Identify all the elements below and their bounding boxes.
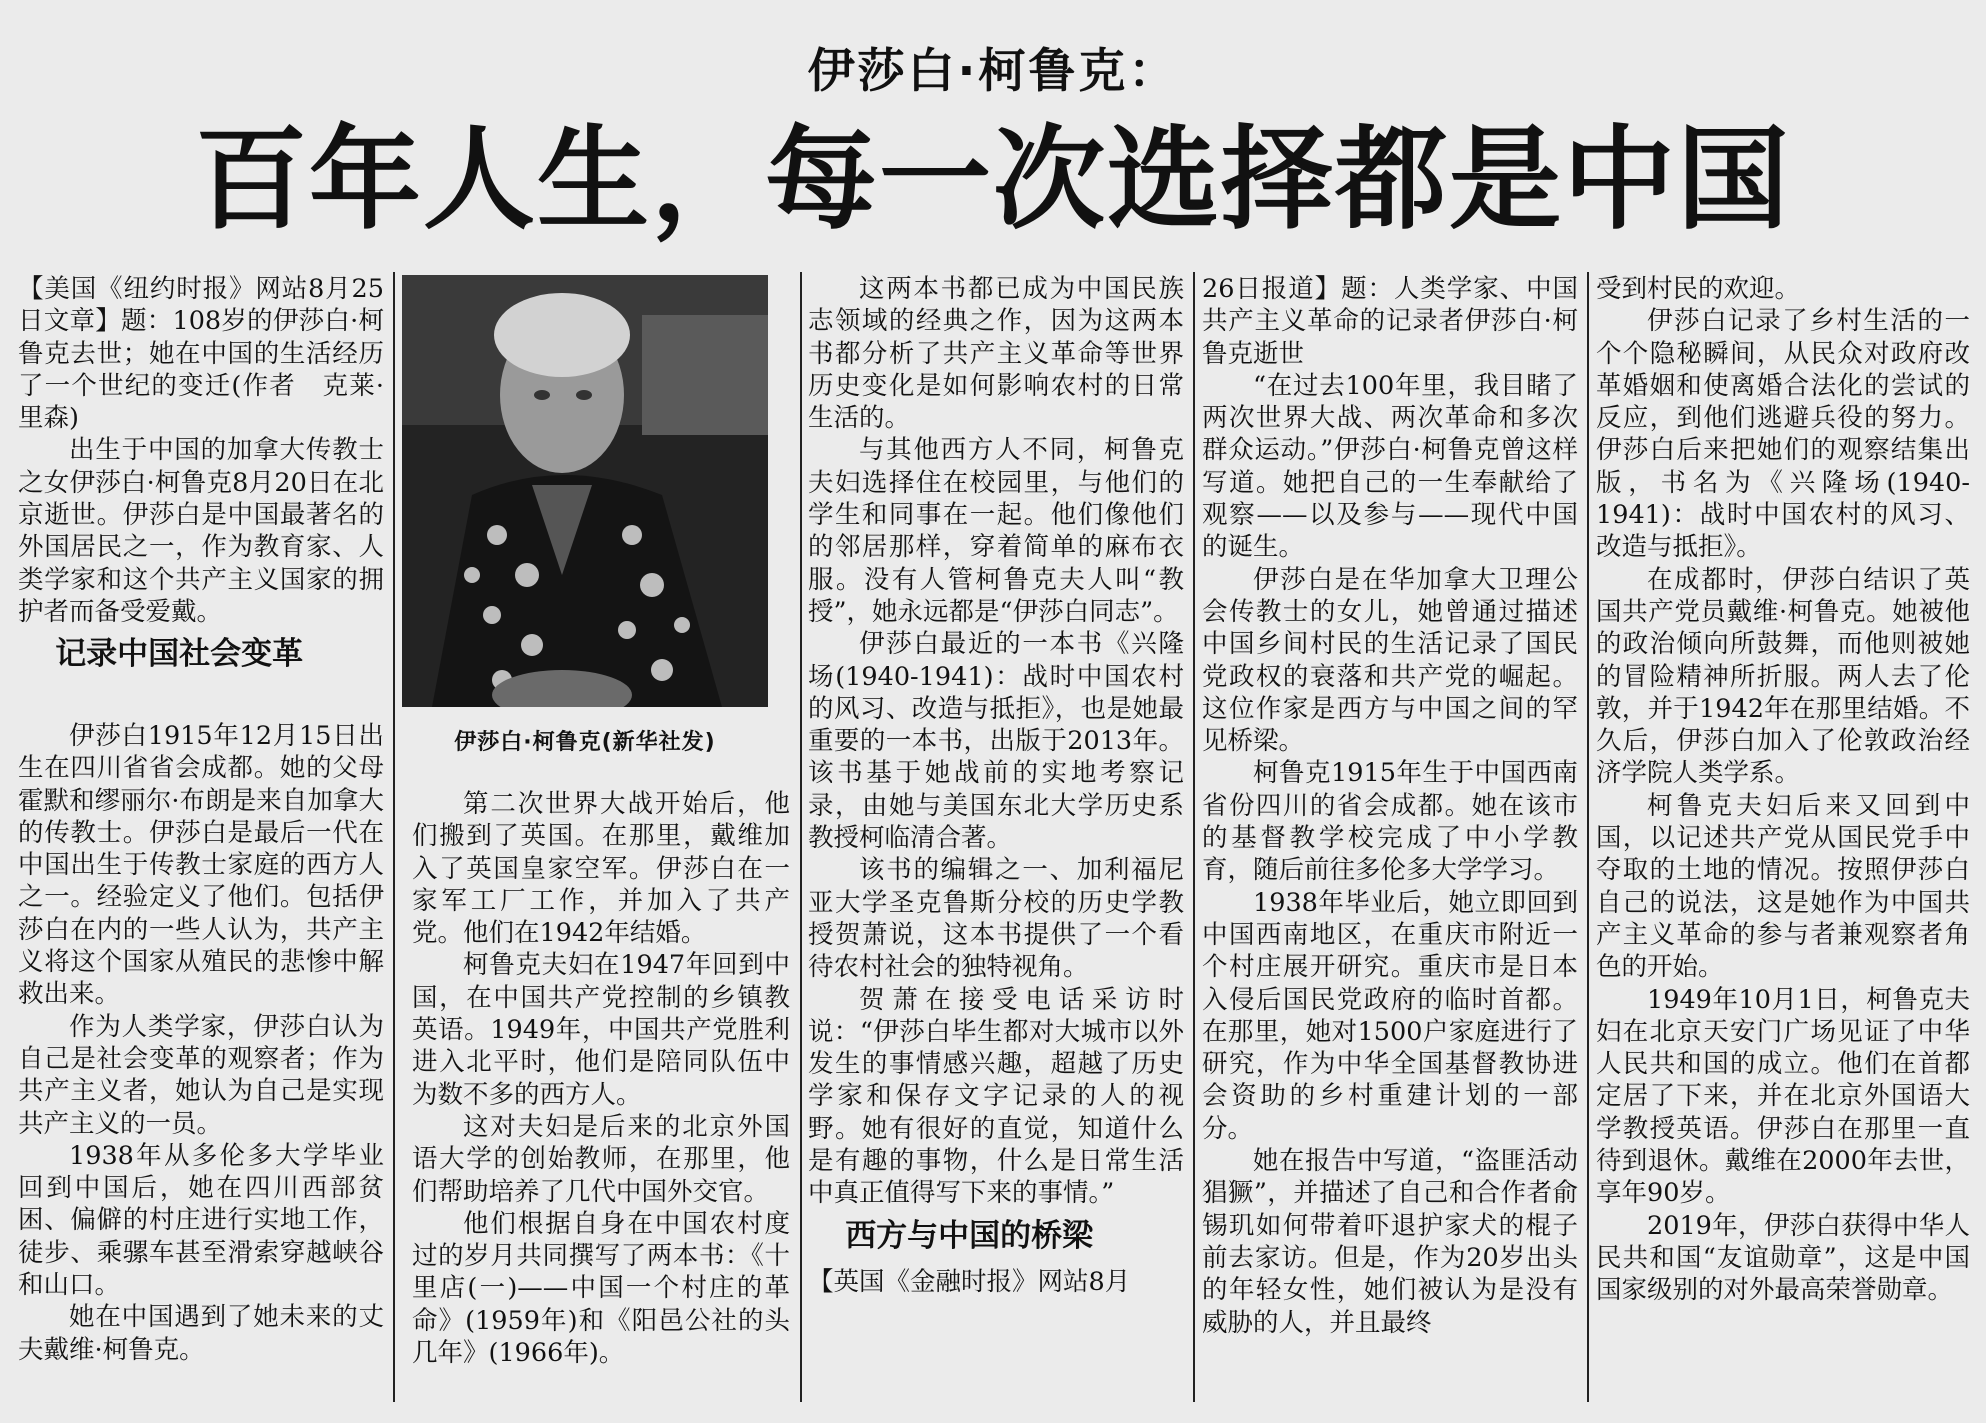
paragraph: 柯鲁克夫妇在1947年回到中国，在中国共产党控制的乡镇教英语。1949年，中国共产党胜利进入北平时，他们是陪同队伍中为数不多的西方人。 [412, 950, 790, 1110]
section-heading: 西方与中国的桥梁 [845, 1217, 1094, 1254]
column-rule [393, 272, 395, 1402]
column-4 [1202, 273, 1578, 1401]
paragraph: “在过去100年里，我目睹了两次世界大战、两次革命和多次群众运动。”伊莎白·柯鲁克曾这样写道。她把自己的一生奉献给了观察——以及参与——现代中国的诞生。 [1202, 370, 1578, 563]
paragraph: 该书的编辑之一、加利福尼亚大学圣克鲁斯分校的历史学教授贺萧说，这本书提供了一个看待农村社会的独特视角。 [808, 855, 1184, 983]
paragraph: 伊莎白记录了乡村生活的一个个隐秘瞬间，从民众对政府改革婚姻和使离婚合法化的尝试的反应，到他们逃避兵役的努力。伊莎白后来把她们的观察结集出版，书名为《兴隆场(1940-1941)：战时中国农村的风习、改造与抵拒》。 [1596, 306, 1970, 563]
column-rule [1587, 272, 1589, 1402]
article-lead: 26日报道】题：人类学家、中国共产主义革命的记录者伊莎白·柯鲁克逝世 [1202, 274, 1578, 369]
paragraph: 她在报告中写道，“盗匪活动猖獗”，并描述了自己和合作者俞锡玑如何带着吓退护家犬的棍子前去家访。但是，作为20岁出头的年轻女性，她们被认为是没有威胁的人，并且最终 [1202, 1146, 1578, 1338]
section-heading: 记录中国社会变革 [55, 636, 304, 673]
paragraph: 贺萧在接受电话采访时说：“伊莎白毕生都对大城市以外发生的事情感兴趣，超越了历史学家和保存文字记录的人的视野。她有很好的直觉，知道什么是有趣的事物，什么是日常生活中真正值得写下来的事情。” [808, 984, 1184, 1209]
paragraph: 2019年，伊莎白获得中华人民共和国“友谊勋章”，这是中国国家级别的对外最高荣誉勋章。 [1596, 1210, 1970, 1306]
portrait-photo [402, 275, 768, 707]
photo-caption: 伊莎白·柯鲁克(新华社发) [454, 730, 716, 755]
paragraph: 1938年毕业后，她立即回到中国西南地区，在重庆市附近一个村庄展开研究。重庆市是日本入侵后国民党政府的临时首都。在那里，她对1500户家庭进行了研究，作为中华全国基督教协进会资助的乡村重建计划的一部分。 [1202, 887, 1578, 1144]
paragraph: 她在中国遇到了她未来的丈夫戴维·柯鲁克。 [18, 1302, 384, 1365]
article-source-ft: 【英国《金融时报》网站8月 [808, 1266, 1131, 1297]
paragraph: 伊莎白1915年12月15日出生在四川省省会成都。她的父母霍默和缪丽尔·布朗是来自加拿大的传教士。伊莎白是最后一代在中国出生于传教士家庭的西方人之一。经验定义了他们。包括伊莎白在内的一些人认为，共产主义将这个国家从殖民的悲惨中解救出来。 [18, 721, 384, 1010]
paragraph: 这对夫妇是后来的北京外国语大学的创始教师，在那里，他们帮助培养了几代中国外交官。 [412, 1111, 790, 1207]
kicker-title: 伊莎白·柯鲁克： [807, 44, 1179, 99]
article-continuation: 受到村民的欢迎。 [1596, 274, 1801, 304]
column-3 [808, 273, 1184, 1401]
column-2 [412, 788, 790, 1400]
column-rule [1193, 272, 1195, 1402]
paragraph: 这两本书都已成为中国民族志领域的经典之作，因为这两本书都分析了共产主义革命等世界历史变化是如何影响农村的日常生活的。 [808, 274, 1184, 434]
paragraph: 柯鲁克1915年生于中国西南省份四川的省会成都。她在该市的基督教学校完成了中小学教育，随后前往多伦多大学学习。 [1202, 758, 1578, 886]
headline: 百年人生，每一次选择都是中国 [195, 115, 1791, 245]
paragraph: 伊莎白是在华加拿大卫理公会传教士的女儿，她曾通过描述中国乡间村民的生活记录了国民党政权的衰落和共产党的崛起。这位作家是西方与中国之间的罕见桥梁。 [1202, 564, 1578, 757]
paragraph: 伊莎白最近的一本书《兴隆场(1940-1941)：战时中国农村的风习、改造与抵拒》，也是她最重要的一本书，出版于2013年。该书基于她战前的实地考察记录，由她与美国东北大学历史系教授柯临清合著。 [808, 629, 1184, 854]
paragraph: 1938年从多伦多大学毕业回到中国后，她在四川西部贫困、偏僻的村庄进行实地工作，徒步、乘骡车甚至滑索穿越峡谷和山口。 [18, 1140, 384, 1301]
article-source-nyt: 【美国《纽约时报》网站8月25日文章】题：108岁的伊莎白·柯鲁克去世；她在中国的生活经历了一个世纪的变迁(作者 克莱·里森) [18, 274, 384, 434]
column-rule [800, 272, 802, 1402]
paragraph: 1949年10月1日，柯鲁克夫妇在北京天安门广场见证了中华人民共和国的成立。他们在首都定居了下来，并在北京外国语大学教授英语。伊莎白在那里一直待到退休。戴维在2000年去世，享年90岁。 [1596, 984, 1970, 1209]
intro-paragraph: 出生于中国的加拿大传教士之女伊莎白·柯鲁克8月20日在北京逝世。伊莎白是中国最著名的外国居民之一，作为教育家、人类学家和这个共产主义国家的拥护者而备受爱戴。 [18, 435, 384, 627]
paragraph: 柯鲁克夫妇后来又回到中国，以记述共产党从国民党手中夺取的土地的情况。按照伊莎白自己的说法，这是她作为中国共产主义革命的参与者兼观察者角色的开始。 [1596, 790, 1970, 983]
paragraph: 他们根据自身在中国农村度过的岁月共同撰写了两本书：《十里店(一)——中国一个村庄的革命》(1959年)和《阳邑公社的头几年》(1966年)。 [412, 1208, 790, 1369]
column-1-top [18, 273, 384, 713]
column-1-bottom [18, 720, 384, 1400]
column-5 [1596, 273, 1970, 1401]
paragraph: 在成都时，伊莎白结识了英国共产党员戴维·柯鲁克。她被他的政治倾向所鼓舞，而他则被她的冒险精神所折服。两人去了伦敦，并于1942年在那里结婚。不久后，伊莎白加入了伦敦政治经济学院人类学系。 [1596, 564, 1970, 789]
paragraph: 作为人类学家，伊莎白认为自己是社会变革的观察者；作为共产主义者，她认为自己是实现共产主义的一员。 [18, 1011, 384, 1139]
paragraph: 第二次世界大战开始后，他们搬到了英国。在那里，戴维加入了英国皇家空军。伊莎白在一家军工厂工作，并加入了共产党。他们在1942年结婚。 [412, 789, 790, 949]
paragraph: 与其他西方人不同，柯鲁克夫妇选择住在校园里，与他们的学生和同事在一起。他们像他们的邻居那样，穿着简单的麻布衣服。没有人管柯鲁克夫人叫“教授”，她永远都是“伊莎白同志”。 [808, 435, 1184, 627]
